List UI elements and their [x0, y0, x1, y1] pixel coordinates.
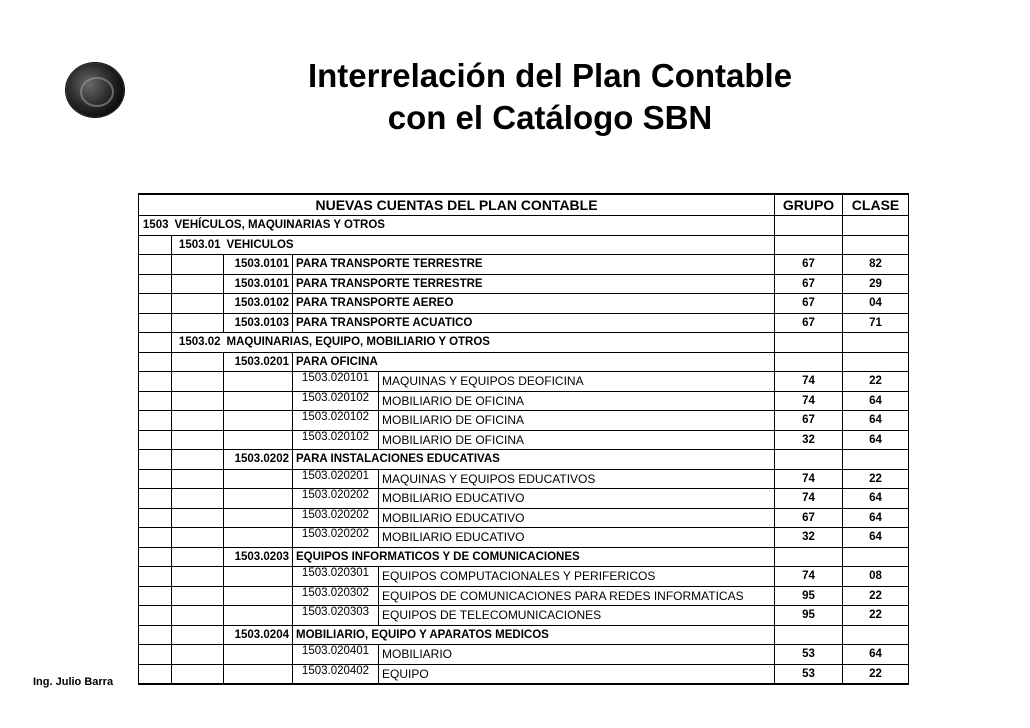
indent-cell	[139, 235, 172, 255]
account-desc: PARA TRANSPORTE ACUATICO	[293, 313, 775, 333]
grupo-value	[775, 235, 843, 255]
indent-cell	[224, 391, 293, 411]
indent-cell	[172, 547, 224, 567]
account-desc: PARA OFICINA	[293, 352, 775, 372]
table-row	[139, 333, 909, 353]
indent-cell	[224, 489, 293, 509]
table-body	[139, 216, 909, 685]
grupo-value: 32	[775, 430, 843, 450]
clase-value: 64	[843, 528, 909, 548]
account-code: 1503.0201	[224, 352, 293, 372]
grupo-value: 74	[775, 469, 843, 489]
header-grupo: GRUPO	[775, 194, 843, 216]
indent-cell	[139, 547, 172, 567]
grupo-value: 67	[775, 411, 843, 431]
account-code: 1503.0204	[224, 625, 293, 645]
indent-cell	[224, 430, 293, 450]
account-code: 1503.0101	[224, 255, 293, 275]
table-row	[139, 216, 909, 236]
account-code: 1503.020402	[293, 664, 379, 684]
indent-cell	[139, 528, 172, 548]
indent-cell	[139, 411, 172, 431]
logo-emblem	[66, 63, 124, 117]
indent-cell	[224, 508, 293, 528]
grupo-value: 67	[775, 294, 843, 314]
account-desc: VEHICULOS	[224, 235, 775, 255]
account-desc: MAQUINAS Y EQUIPOS EDUCATIVOS	[379, 469, 775, 489]
account-desc: EQUIPOS DE COMUNICACIONES PARA REDES INFORMATICAS	[379, 586, 775, 606]
grupo-value: 74	[775, 372, 843, 392]
table-row	[139, 391, 909, 411]
account-desc: PARA TRANSPORTE TERRESTRE	[293, 255, 775, 275]
indent-cell	[172, 255, 224, 275]
table-row	[139, 508, 909, 528]
indent-cell	[224, 645, 293, 665]
table-row	[139, 274, 909, 294]
account-code: 1503.020202	[293, 528, 379, 548]
indent-cell	[172, 352, 224, 372]
indent-cell	[139, 645, 172, 665]
table-row	[139, 255, 909, 275]
indent-cell	[172, 508, 224, 528]
indent-cell	[224, 528, 293, 548]
account-desc: MOBILIARIO DE OFICINA	[379, 411, 775, 431]
account-desc: VEHÍCULOS, MAQUINARIAS Y OTROS	[172, 216, 775, 236]
account-desc: MOBILIARIO DE OFICINA	[379, 391, 775, 411]
table-row	[139, 450, 909, 470]
account-code: 1503.0103	[224, 313, 293, 333]
grupo-value: 67	[775, 255, 843, 275]
account-desc: MOBILIARIO	[379, 645, 775, 665]
clase-value: 64	[843, 430, 909, 450]
header-main: NUEVAS CUENTAS DEL PLAN CONTABLE	[139, 194, 775, 216]
account-desc: PARA TRANSPORTE TERRESTRE	[293, 274, 775, 294]
indent-cell	[172, 294, 224, 314]
account-code: 1503.020301	[293, 567, 379, 587]
account-code: 1503.020401	[293, 645, 379, 665]
indent-cell	[139, 625, 172, 645]
account-code: 1503.020102	[293, 430, 379, 450]
indent-cell	[224, 372, 293, 392]
account-code: 1503.01	[172, 235, 224, 255]
indent-cell	[172, 450, 224, 470]
grupo-value: 53	[775, 645, 843, 665]
account-code: 1503.020202	[293, 489, 379, 509]
account-desc: PARA TRANSPORTE AEREO	[293, 294, 775, 314]
grupo-value	[775, 625, 843, 645]
grupo-value: 95	[775, 606, 843, 626]
indent-cell	[172, 411, 224, 431]
account-desc: MOBILIARIO, EQUIPO Y APARATOS MEDICOS	[293, 625, 775, 645]
indent-cell	[224, 586, 293, 606]
clase-value: 82	[843, 255, 909, 275]
indent-cell	[139, 294, 172, 314]
account-code: 1503.020202	[293, 508, 379, 528]
indent-cell	[172, 586, 224, 606]
indent-cell	[172, 274, 224, 294]
indent-cell	[172, 528, 224, 548]
table-row	[139, 469, 909, 489]
clase-value: 04	[843, 294, 909, 314]
table-row	[139, 606, 909, 626]
grupo-value: 53	[775, 664, 843, 684]
table-row	[139, 489, 909, 509]
clase-value: 22	[843, 664, 909, 684]
account-desc: EQUIPOS COMPUTACIONALES Y PERIFERICOS	[379, 567, 775, 587]
account-code: 1503.020303	[293, 606, 379, 626]
grupo-value	[775, 352, 843, 372]
account-desc: MOBILIARIO DE OFICINA	[379, 430, 775, 450]
table-row	[139, 372, 909, 392]
table-header-row	[139, 194, 909, 216]
indent-cell	[139, 255, 172, 275]
account-code: 1503.020101	[293, 372, 379, 392]
indent-cell	[139, 274, 172, 294]
account-code: 1503.020302	[293, 586, 379, 606]
clase-value	[843, 333, 909, 353]
account-code: 1503.020102	[293, 391, 379, 411]
table-row	[139, 625, 909, 645]
grupo-value: 74	[775, 391, 843, 411]
indent-cell	[139, 391, 172, 411]
indent-cell	[172, 372, 224, 392]
clase-value: 29	[843, 274, 909, 294]
indent-cell	[172, 430, 224, 450]
indent-cell	[139, 469, 172, 489]
clase-value: 22	[843, 586, 909, 606]
table-row	[139, 547, 909, 567]
grupo-value: 95	[775, 586, 843, 606]
grupo-value	[775, 547, 843, 567]
table-row	[139, 664, 909, 684]
grupo-value: 32	[775, 528, 843, 548]
clase-value: 22	[843, 606, 909, 626]
indent-cell	[139, 352, 172, 372]
indent-cell	[224, 567, 293, 587]
indent-cell	[172, 469, 224, 489]
clase-value	[843, 625, 909, 645]
account-code: 1503.0102	[224, 294, 293, 314]
indent-cell	[139, 567, 172, 587]
page-title	[260, 55, 840, 139]
indent-cell	[139, 313, 172, 333]
indent-cell	[139, 489, 172, 509]
clase-value	[843, 235, 909, 255]
table-row	[139, 235, 909, 255]
table-row	[139, 411, 909, 431]
clase-value: 64	[843, 645, 909, 665]
account-desc: EQUIPOS DE TELECOMUNICACIONES	[379, 606, 775, 626]
clase-value: 22	[843, 372, 909, 392]
indent-cell	[172, 625, 224, 645]
indent-cell	[172, 664, 224, 684]
clase-value: 08	[843, 567, 909, 587]
clase-value	[843, 450, 909, 470]
grupo-value	[775, 216, 843, 236]
clase-value: 64	[843, 411, 909, 431]
account-code: 1503	[139, 216, 172, 236]
indent-cell	[172, 391, 224, 411]
grupo-value: 67	[775, 508, 843, 528]
indent-cell	[139, 430, 172, 450]
grupo-value: 74	[775, 489, 843, 509]
account-code: 1503.020102	[293, 411, 379, 431]
account-code: 1503.0202	[224, 450, 293, 470]
table-row	[139, 586, 909, 606]
clase-value: 71	[843, 313, 909, 333]
account-desc: MOBILIARIO EDUCATIVO	[379, 489, 775, 509]
clase-value: 64	[843, 508, 909, 528]
table-row	[139, 313, 909, 333]
indent-cell	[139, 372, 172, 392]
account-code: 1503.020201	[293, 469, 379, 489]
indent-cell	[224, 606, 293, 626]
indent-cell	[172, 313, 224, 333]
indent-cell	[224, 664, 293, 684]
indent-cell	[139, 508, 172, 528]
account-code: 1503.0101	[224, 274, 293, 294]
clase-value: 22	[843, 469, 909, 489]
indent-cell	[139, 664, 172, 684]
title-line-1: Interrelación del Plan Contable	[307, 57, 793, 94]
table-row	[139, 645, 909, 665]
indent-cell	[172, 567, 224, 587]
account-desc: MAQUINAS Y EQUIPOS DEOFICINA	[379, 372, 775, 392]
title-line-2: con el Catálogo SBN	[387, 99, 713, 136]
author-footer: Ing. Julio Barra	[33, 676, 114, 688]
table-row	[139, 352, 909, 372]
grupo-value: 67	[775, 274, 843, 294]
clase-value	[843, 216, 909, 236]
account-desc: MOBILIARIO EDUCATIVO	[379, 528, 775, 548]
indent-cell	[224, 469, 293, 489]
indent-cell	[139, 450, 172, 470]
grupo-value: 74	[775, 567, 843, 587]
table-row	[139, 528, 909, 548]
account-desc: PARA INSTALACIONES EDUCATIVAS	[293, 450, 775, 470]
header-clase: CLASE	[843, 194, 909, 216]
clase-value	[843, 547, 909, 567]
account-code: 1503.0203	[224, 547, 293, 567]
indent-cell	[139, 333, 172, 353]
table-row	[139, 294, 909, 314]
table-row	[139, 430, 909, 450]
grupo-value	[775, 333, 843, 353]
table-row	[139, 567, 909, 587]
indent-cell	[224, 411, 293, 431]
account-desc: EQUIPO	[379, 664, 775, 684]
indent-cell	[139, 586, 172, 606]
account-code: 1503.02	[172, 333, 224, 353]
account-desc: MAQUINARIAS, EQUIPO, MOBILIARIO Y OTROS	[224, 333, 775, 353]
clase-value	[843, 352, 909, 372]
account-desc: EQUIPOS INFORMATICOS Y DE COMUNICACIONES	[293, 547, 775, 567]
clase-value: 64	[843, 489, 909, 509]
account-desc: MOBILIARIO EDUCATIVO	[379, 508, 775, 528]
accounts-table	[138, 193, 909, 685]
indent-cell	[139, 606, 172, 626]
grupo-value	[775, 450, 843, 470]
indent-cell	[172, 489, 224, 509]
grupo-value: 67	[775, 313, 843, 333]
indent-cell	[172, 606, 224, 626]
indent-cell	[172, 645, 224, 665]
clase-value: 64	[843, 391, 909, 411]
